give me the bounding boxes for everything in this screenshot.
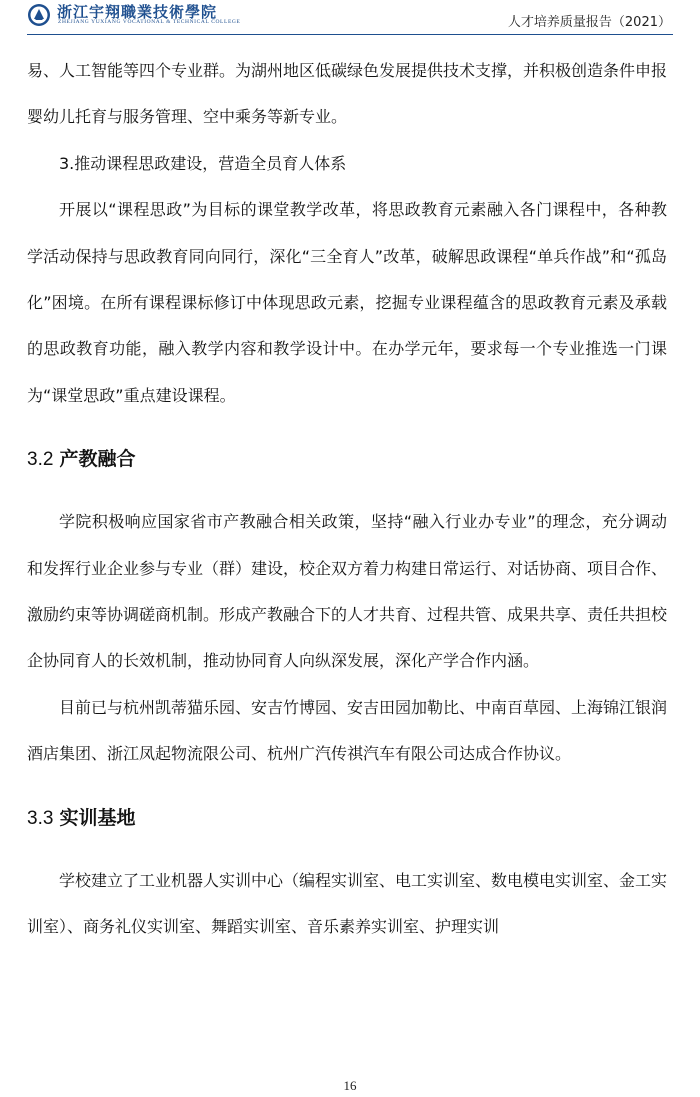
page-number: 16 (343, 1078, 357, 1093)
paragraph: 目前已与杭州凯蒂猫乐园、安吉竹博园、安吉田园加勒比、中南百草园、上海锦江银润酒店集团、浙江凤起物流限公司、杭州广汽传祺汽车有限公司达成合作协议。 (27, 697, 668, 764)
college-name-en: ZHEJIANG YUXIANG VOCATIONAL & TECHNICAL COLLEGE (58, 19, 241, 25)
college-emblem-icon (27, 3, 51, 27)
section-title: 实训基地 (59, 806, 136, 829)
paragraph: 学院积极响应国家省市产教融合相关政策，坚持“融入行业办专业”的理念，充分调动和发挥行业企业参与专业（群）建设，校企双方着力构建日常运行、对话协商、项目合作、激励约束等协调磋商机制。形成产教融合下的人才共育、过程共管、成果共享、责任共担校企协同育人的长效机制，推动协同育人向纵深发展，深化产学合作内涵。 (27, 512, 668, 671)
section-title: 产教融合 (59, 448, 136, 471)
section-number: 3.2 (27, 449, 54, 471)
section-heading-3-3 (27, 803, 667, 834)
paragraph: 易、人工智能等四个专业群。为湖州地区低碳绿色发展提供技术支撑，并积极创造条件申报婴幼儿托育与服务管理、空中乘务等新专业。 (27, 61, 668, 127)
paragraph: 开展以“课程思政”为目标的课堂教学改革，将思政教育元素融入各门课程中，各种教学活动保持与思政教育同向同行，深化“三全育人”改革，破解思政课程“单兵作战”和“孤岛化”困境。在所有课程课标修订中体现思政元素，挖掘专业课程蕴含的思政教育元素及承载的思政教育功能，融入教学内容和教学设计中。在办学元年，要求每一个专业推选一门课为“课堂思政”重点建设课程。 (27, 200, 667, 405)
page-content (27, 48, 667, 951)
paragraph: 学校建立了工业机器人实训中心（编程实训室、电工实训室、数电模电实训室、金工实训室）、商务礼仪实训室、舞蹈实训室、音乐素养实训室、护理实训 (27, 870, 668, 937)
report-title: 人才培养质量报告（2021） (507, 15, 671, 30)
college-name-cn: 浙江宇翔職業技術學院 (57, 3, 218, 21)
sub-heading: 3.推动课程思政建设，营造全员育人体系 (59, 153, 347, 173)
section-heading-3-2 (27, 444, 667, 475)
page-header (27, 0, 673, 35)
section-number: 3.3 (27, 807, 54, 829)
